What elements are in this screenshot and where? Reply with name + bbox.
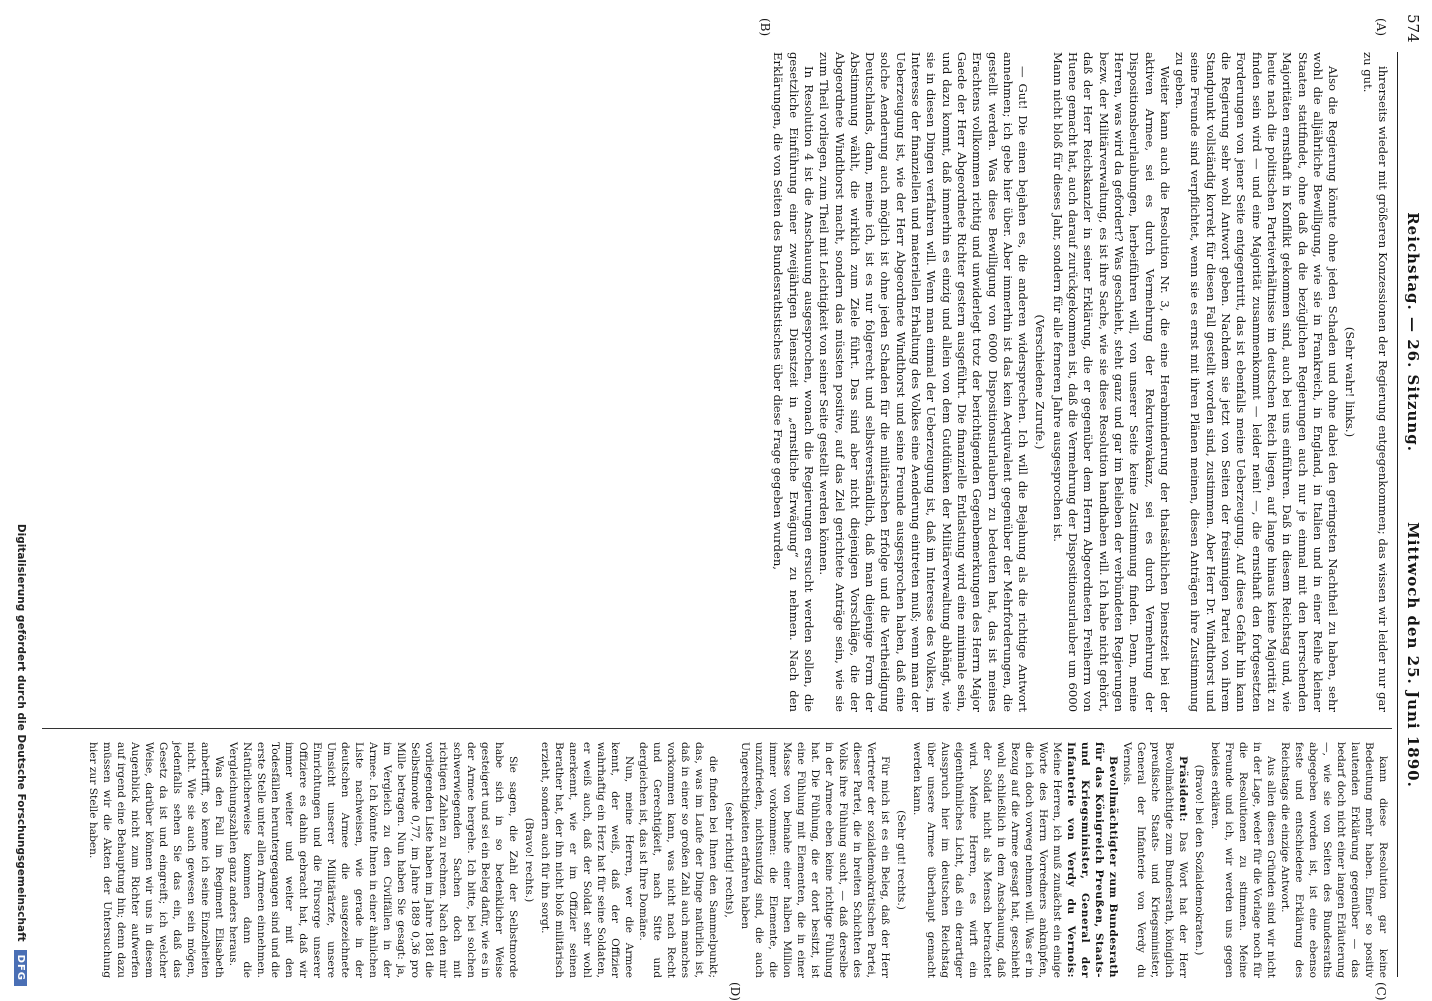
paragraph: Aus allen diesen Gründen sind wir nicht in der Lage, weder für die Vorlage noch für die Resolutionen zu stimmen. Meine Freunde und ich, wir werden uns gegen beides erklären. [1209,742,1277,978]
margin-mark-b: (B) [758,18,772,37]
paragraph: — Gut! Die einen bejahen es, die anderen widersprechen. Ich will die Bejahung als die richtige Antwort annehmen; ich gebe hier über. Aber immerhin ist das kein Aequivalent gegenüber der Mehrforderungen, die gestellt werden. Was diese Bewilligung von 6000 Dispositionsurlaubern zu bedeuten hat, das ist meines Erachtens vollkommen richtig und unwiderlegt trotz der berichtigenden Gegenbemerkungen des Herrn Major Gaede der Herr Abgeordnete Richter gestern ausgeführt. Die finanzielle Entlastung wird eine minimale sein, und dazu kommt, daß immerhin es einzig und allein von dem Gutdünken der Militärverwaltung abhängt, wie sie in diesen Dingen verfahren will. Wenn man einmal der Ueberzeugung ist, daß im Interesse des Volkes, im Interesse der finanziellen und materiellen Erhaltung des Volkes eine Aenderung eintreten muß; wenn man der Ueberzeugung ist, wie der Herr Abgeordnete Windthorst und seine Freunde ausgesprochen haben, daß eine solche Aenderung auch möglich ist ohne jeden Schaden für die militärischen Erfolge und die Vertheidigung Deutschlands, dann, meine ich, ist es nur folgerecht und selbstverständlich, daß man diejenige Form der Abstimmung wählt, die wirklich zum Ziele führt. Das sind aber nicht diejenigen Vorschläge, die der Abgeordnete Windthorst macht, sondern das müssten positive, auf das Ziel gerichtete Anträge sein, wie sie zum Theil vorliegen, zum Theil mit Leichtigkeit von seiner Seite gestellt werden können. [817,52,1031,712]
paragraph: Nun, meine Herren, wer die Armee kennt, der weiß, daß der Offizier wahrhaftig ein Herz hat für seine Soldaten, er weiß auch, daß der Soldat sehr wohl anerkennt, wie er im Offizier seinen Berather hat, der ihn nicht bloß militärisch erzieht, sondern auch für ihn sorgt. [539,742,635,978]
paragraph: Sie sagen, die Zahl der Selbstmorde habe sich in so bedenklicher Weise gesteigert und sei ein Beleg dafür, wie es in der Armee hergehe. Ich bitte, bei solchen schwerwiegenden Sachen doch mit richtigen Zahlen zu rechnen. Nach den mir vorliegenden Liste haben im Jahre 1881 die Selbstmorde 0,77, im Jahre 1889 0,36 pro Mille betragen. Nun haben Sie gesagt: ja, im Vergleich zu den Civilfällen in der Armee. Ich könnte Ihnen in einer ähnlichen Liste nachweisen, wie gerade in der deutschen Armee die ausgezeichnete Umsicht unserer Militärärzte, unsere Einrichtungen und die Fürsorge unserer Offiziere es dahin gebracht hat, daß wir immer weiter und weiter mit den Todesfällen heruntergegangen sind und die erste Stelle unter allen Armeen einnehmen. Natürlicherweise kommen dann die Vergleichungszahlen ganz anders heraus. [227,742,519,978]
paragraph: Weiter kann auch die Resolution Nr. 3, die eine Herabminderung der thatsächlichen Dienstzeit bei der aktiven Armee, sei es durch Vermehrung der Rekrutenvakanz, sei es durch Vermehrung der Dispositionsbeurlaubungen, herbeiführen will, von unserer Seite keine Zustimmung finden. Denn, meine Herren, was wird da gefordert? Was geschieht, steht ganz und gar im Belieben der verbündeten Regierungen bezw. der Militärverwaltung, es ist ihre Sache, wie sie diese Resolution handhaben will. Ich habe nicht gehört, daß der Herr Reichskanzler in seiner Erklärung, die er gegenüber dem Herrn Abgeordneten Freiherrn von Huene gemacht hat, auch darauf zurückgekommen ist, daß die Vermehrung der Dispositionsurlauber um 6000 Mann nicht bloß für dieses Jahr, sondern für alle ferneren Jahre ausgesprochen ist. [1050,52,1172,712]
speaker-name: Präsident: [1177,756,1189,823]
paragraph [910,742,1120,978]
paragraph: ihrerseits wieder mit größeren Konzessionen der Regierung entgegenkommen; das wissen wir leider nur gar zu gut. [1360,52,1390,712]
header-date: Mittwoch den 25. Juni 1890. [1404,522,1422,788]
interjection: (sehr richtig! rechts), [723,802,735,918]
speech-text: Das Wort hat der Herr Bevollmächtigte zum Bundesrath, königlich preußische Staats- und Kriegsminister, General der Infanterie von Verdy du Vernois. [1121,742,1189,978]
paragraph: In Resolution 4 ist die Anschauung ausgesprochen, wonach die Regierungen ersucht werden sollen, die gesetzliche Einführung einer zweijährigen Dienstzeit in „ernstliche Erwägung“ zu nehmen. Nach den Erklärungen, die von Seiten des Bundesrathstisches über diese Frage gegeben wurden, [771,52,817,712]
dfg-credit-text: Digitalisierung gefördert durch die Deutsche Forschungsgemeinschaft [15,523,27,942]
column-left [770,52,1390,712]
interjection: (Sehr gut! rechts.) [895,810,907,910]
paragraph: Was den Fall im Regiment Elisabeth anbetrifft, so kenne ich seine Einzelheiten nicht. Wie sie auch gewesen sein mögen, jedenfalls sehen Sie das ein, daß das Gesetz da ist und eingreift; ich welcher Weise, darüber können wir uns in diesem Augenblick nicht zum Richter aufwerfen auf irgend eine Behauptung hin; denn dazu müssen wir die Akten der Untersuchung hier zur Stelle haben. [87,742,225,978]
running-header [1404,0,1422,1000]
paragraph: Also die Regierung könnte ohne jeden Schaden und ohne dabei den geringsten Nachtheil zu haben, sehr wohl die alljährliche Bewilligung, wie sie in Frankreich, in England, in Italien und in einer Reihe kleiner Staaten stattfindet, ohne daß da die bezüglichen Regierungen auch nur je einmal mit den herrschenden Majoritäten ernsthaft in Konflikt gekommen sind, auch bei uns einführen. Daß in diesem Reichstag und, wie heute nach die politischen Parteiverhältnisse im deutschen Reich liegen, auf lange hinaus keine Majorität zu finden sein wird — und eine Majorität zusammenkommt — leider nein! —, die ernsthaft den fortgesetzten Forderungen von jener Seite entgegentritt, das ist ebenfalls meine Ueberzeugung. Auf diese Gefahr hin kann die Regierung sehr wohl Antwort geben. Nachdem sie jetzt von Seiten der freisinnigen Partei von ihrem Standpunkt vollständig korrekt für diesen Fall gestellt worden sind, zustimmen. Aber Herr Dr. Windthorst und seine Freunde sind verpflichtet, wenn sie es ernst mit ihren Plänen meinen, diesen Anträgen ihre Zustimmung zu geben. [1173,52,1341,712]
paragraph [1120,742,1190,978]
column-right [86,742,1390,978]
column-divider [42,728,1392,729]
speech-text: Meine Herren, ich muß zunächst ein einige Worte des Herrn Vorredners anknüpfen, die ich doch vorweg nehmen will. Was er in Bezug auf die Armee gesagt hat, geschieht wohl schließlich in dem Anschauung, daß der Soldat nicht als Mensch betrachtet wird. Meine Herren, es wirft ein eigenthümliches Licht, daß ein derartiger Ausspruch hier im deutschen Reichstag über unsere Armee überhaupt gemacht werden kann. [911,742,1063,978]
header-session: Reichstag. — 26. Sitzung. [1404,212,1422,453]
paragraph: die finden bei Ihnen den Sammelpunkt; das, was im Laufe der Dinge natürlich ist, daß in einer so großen Zahl auch manches vorkommen kann, was nicht nach Recht und Gerechtigkeit, nach Sitte und dergleichen ist, das ist Ihre Domäne. [637,742,719,978]
interjection: (Bravo! bei den Sozialdemokraten.) [1193,764,1205,956]
dfg-credit-bar [10,0,32,1000]
speaker-name: Bevollmächtigter zum Bundesrath für das Königreich Preußen, Staats- und Kriegsminister, General der Infanterie von Verdy du Vernois: [1065,742,1119,978]
dfg-logo: DFG [15,950,28,986]
paragraph: Für mich ist es ein Beleg, daß der Herr Vertreter der sozialdemokratischen Partei, dieser Partei, die in breiten Schichten des Volks ihre Fühlung sucht, — daß derselbe in der Armee eben keine richtige Fühlung hat. Die Fühlung, die er dort besitzt, ist eine Fühlung mit Elementen, die in einer Masse von beinahe einer halben Million immer vorkommen: die Elemente, die unzufrieden, nichtsnutzig sind, die auch Ungerechtigkeiten erfahren haben [739,742,891,978]
interjection: (Sehr wahr! links.) [1343,326,1358,438]
interjection: (Verschiedene Zurufe.) [1033,314,1048,450]
margin-mark-d: (D) [728,982,742,1001]
page-number: 574 [1404,14,1422,43]
paragraph: kann diese Resolution gar keine Bedeutung mehr haben. Einer so positiv lautenden Erklärung gegenüber — das bedarf doch nicht einer langen Erläuterung —, wie sie von Seiten des Bundesraths abgegeben worden ist, ist eine ebenso feste und entschiedene Erklärung des Reichstags die einzige Antwort. [1279,742,1389,978]
header-rule [1397,52,1398,977]
margin-mark-c: (C) [1374,982,1388,1001]
interjection: (Bravo! rechts.) [523,817,535,903]
margin-mark-a: (A) [1374,18,1388,37]
